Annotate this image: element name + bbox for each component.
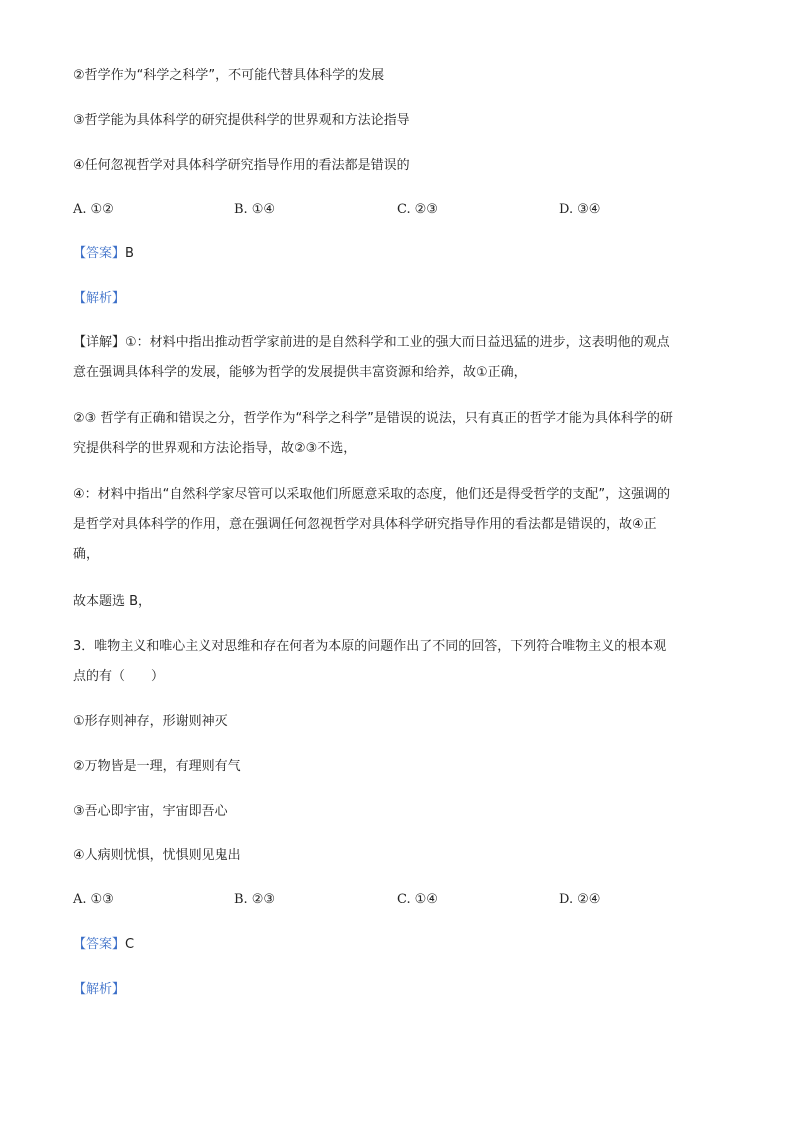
detail-line: 究提供科学的世界观和方法论指导，故②③不选， — [73, 441, 357, 456]
detail-line: 意在强调具体科学的发展，能够为哲学的发展提供丰富资源和给养，故①正确， — [73, 365, 527, 380]
q2-options — [73, 201, 713, 219]
q2-option-c: C. ②③ — [397, 202, 438, 217]
q2-conclusion: 故本题选 B， — [73, 594, 152, 609]
q2-option-b: B. ①④ — [234, 202, 275, 217]
q3-answer — [73, 936, 134, 954]
answer-tag: 【答案】 — [73, 246, 126, 261]
q2-detail-part1 — [73, 334, 723, 394]
answer-tag: 【答案】 — [73, 937, 126, 952]
q3-option-d: D. ②④ — [559, 892, 601, 907]
q3-stem — [73, 638, 723, 698]
q2-statement-3: ③哲学能为具体科学的研究提供科学的世界观和方法论指导 — [73, 113, 410, 128]
q3-options — [73, 891, 713, 909]
answer-value: B — [125, 246, 134, 261]
q3-option-a: A. ①③ — [73, 892, 114, 907]
q2-statement-4: ④任何忽视哲学对具体科学研究指导作用的看法都是错误的 — [73, 158, 410, 173]
detail-line: 【详解】①：材料中指出推动哲学家前进的是自然科学和工业的强大而日益迅猛的进步，这表明他的观点 — [73, 335, 670, 350]
q3-stem-line: 点的有（ ） — [73, 669, 165, 684]
q3-option-c: C. ①④ — [397, 892, 438, 907]
detail-line: 是哲学对具体科学的作用，意在强调任何忽视哲学对具体科学研究指导作用的看法都是错误的，故④正 — [73, 517, 657, 532]
q2-statement-2: ②哲学作为“科学之科学”，不可能代替具体科学的发展 — [73, 68, 385, 83]
q2-detail-part2 — [73, 410, 723, 470]
q3-item-3: ③吾心即宇宙，宇宙即吾心 — [73, 804, 228, 819]
q3-item-2: ②万物皆是一理，有理则有气 — [73, 759, 241, 774]
detail-line: ②③ 哲学有正确和错误之分，哲学作为“科学之科学”是错误的说法，只有真正的哲学才能为具体科学的研 — [73, 411, 673, 426]
q2-detail-part3 — [73, 486, 723, 576]
answer-value: C — [125, 937, 135, 952]
q3-item-4: ④人病则忧惧，忧惧则见鬼出 — [73, 848, 241, 863]
q3-item-1: ①形存则神存，形谢则神灭 — [73, 714, 228, 729]
analysis-tag: 【解析】 — [73, 291, 126, 306]
q3-analysis-heading — [73, 981, 125, 999]
q3-option-b: B. ②③ — [234, 892, 275, 907]
q3-stem-line: 3．唯物主义和唯心主义对思维和存在何者为本原的问题作出了不同的回答，下列符合唯物主义的根本观 — [73, 639, 667, 654]
q2-analysis-heading — [73, 290, 125, 308]
q2-option-a: A. ①② — [73, 202, 114, 217]
detail-line: ④：材料中指出“自然科学家尽管可以采取他们所愿意采取的态度，他们还是得受哲学的支配”，这强调的 — [73, 487, 671, 502]
q2-answer — [73, 245, 134, 263]
analysis-tag: 【解析】 — [73, 982, 126, 997]
detail-line: 确， — [73, 547, 100, 562]
q2-option-d: D. ③④ — [559, 202, 601, 217]
